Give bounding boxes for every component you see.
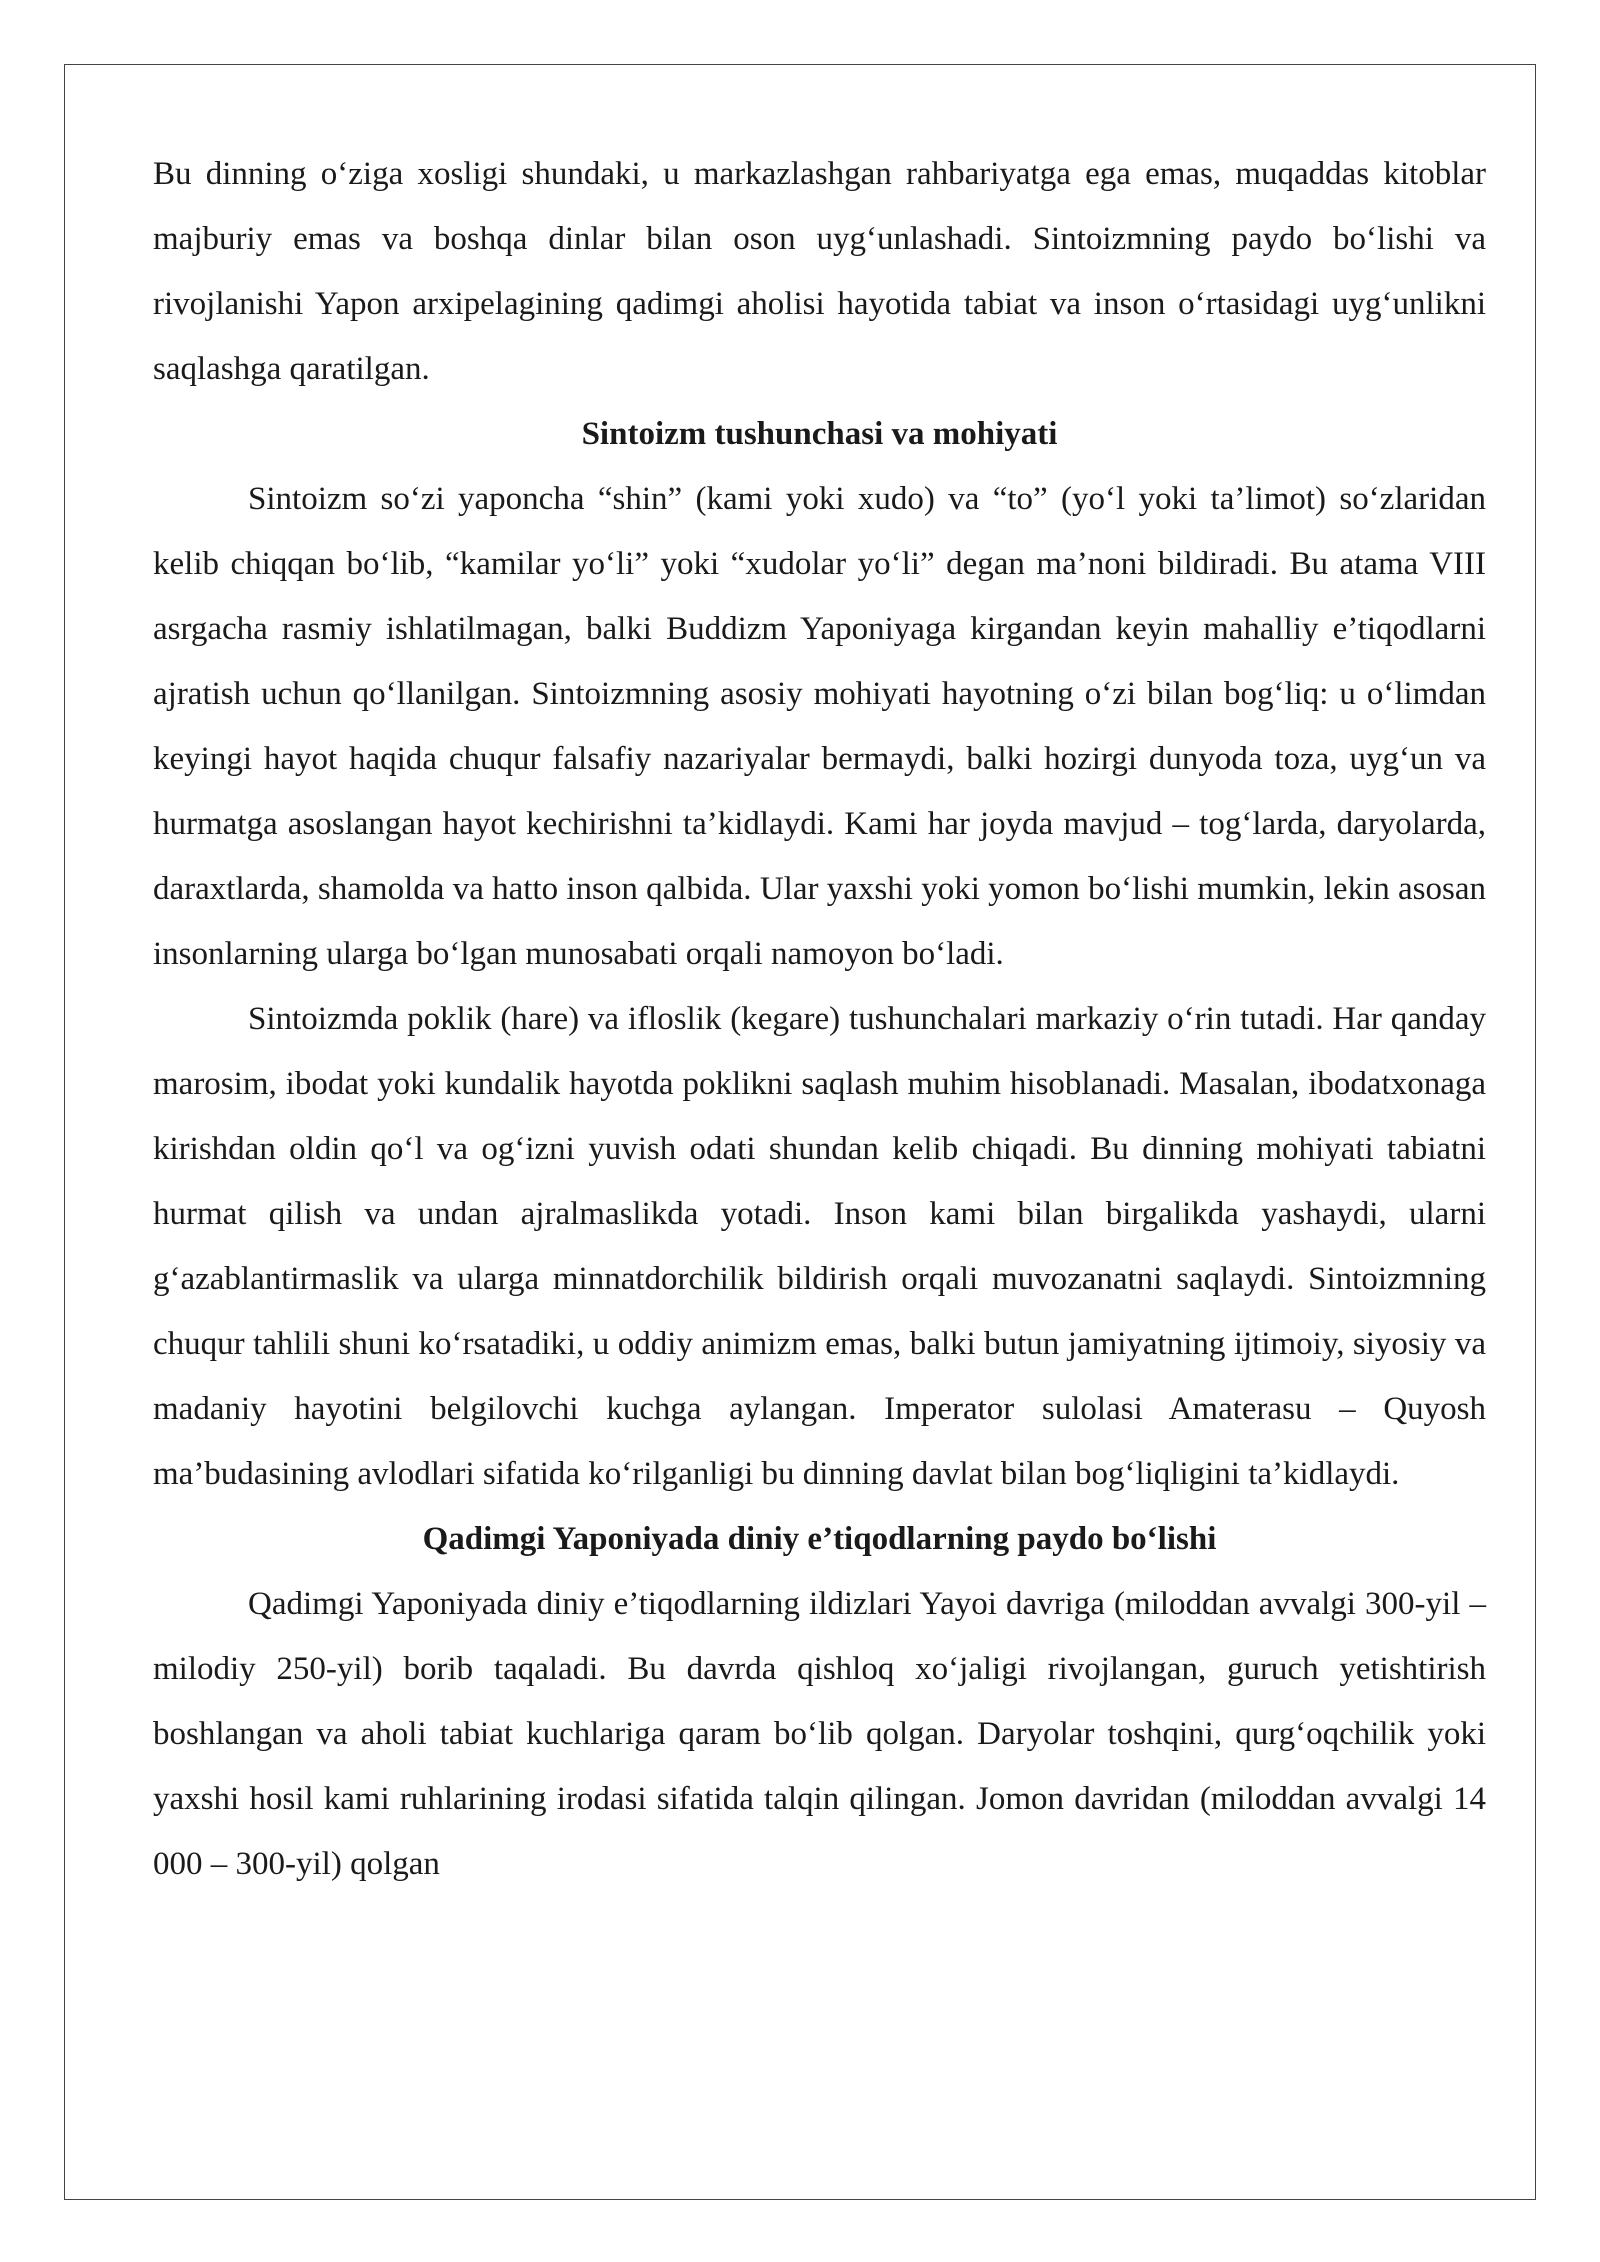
section-heading-ancient-beliefs: Qadimgi Yaponiyada diniy e’tiqodlarning paydo bo‘lishi [422, 1521, 1217, 1557]
paragraph-purity-concepts: Sintoizmda poklik (hare) va ifloslik (kegare) tushunchalari markaziy o‘rin tutadi. Har qanday marosim, ibodat yoki kundalik hayotda poklikni saqlash muhim hisoblanadi. Masalan, ibodatxonaga kirishdan oldin qo‘l va og‘izni yuvish odati shundan kelib chiqadi. Bu dinning mohiyati tabiatni hurmat qilish va undan ajralmaslikda yotadi. Inson kami bilan birgalikda yashaydi, ularni g‘azablantirmaslik va ularga minnatdorchilik bildirish orqali muvozanatni saqlaydi. Sintoizmning chuqur tahlili shuni ko‘rsatadiki, u oddiy animizm emas, balki butun jamiyatning ijtimoiy, siyosiy va madaniy hayotini belgilovchi kuchga aylangan. Imperator sulolasi Amaterasu – Quyosh ma’budasining avlodlari sifatida ko‘rilganligi bu dinning davlat bilan bog‘liqligini ta’kidlaydi. [153, 1001, 1486, 1492]
paragraph-ancient-beliefs: Qadimgi Yaponiyada diniy e’tiqodlarning ildizlari Yayoi davriga (miloddan avvalgi 300-yil – milodiy 250-yil) borib taqaladi. Bu davrda qishloq xo‘jaligi rivojlangan, guruch yetishtirish boshlangan va aholi tabiat kuchlariga qaram bo‘lib qolgan. Daryolar toshqini, qurg‘oqchilik yoki yaxshi hosil kami ruhlarining irodasi sifatida talqin qilingan. Jomon davridan (miloddan avvalgi 14 000 – 300-yil) qolgan [153, 1586, 1486, 1882]
section-heading-shinto-concept: Sintoizm tushunchasi va mohiyati [581, 416, 1058, 452]
intro-paragraph: Bu dinning o‘ziga xosligi shundaki, u markazlashgan rahbariyatga ega emas, muqaddas kitoblar majburiy emas va boshqa dinlar bilan oson uyg‘unlashadi. Sintoizmning paydo bo‘lishi va rivojlanishi Yapon arxipelagining qadimgi aholisi hayotida tabiat va inson o‘rtasidagi uyg‘unlikni saqlashga qaratilgan. [153, 156, 1486, 387]
document-body [153, 142, 1486, 1897]
paragraph-shinto-definition: Sintoizm so‘zi yaponcha “shin” (kami yoki xudo) va “to” (yo‘l yoki ta’limot) so‘zlaridan kelib chiqqan bo‘lib, “kamilar yo‘li” yoki “xudolar yo‘li” degan ma’noni bildiradi. Bu atama VIII asrgacha rasmiy ishlatilmagan, balki Buddizm Yaponiyaga kirgandan keyin mahalliy e’tiqodlarni ajratish uchun qo‘llanilgan. Sintoizmning asosiy mohiyati hayotning o‘zi bilan bog‘liq: u o‘limdan keyingi hayot haqida chuqur falsafiy nazariyalar bermaydi, balki hozirgi dunyoda toza, uyg‘un va hurmatga asoslangan hayot kechirishni ta’kidlaydi. Kami har joyda mavjud – tog‘larda, daryolarda, daraxtlarda, shamolda va hatto inson qalbida. Ular yaxshi yoki yomon bo‘lishi mumkin, lekin asosan insonlarning ularga bo‘lgan munosabati orqali namoyon bo‘ladi. [153, 481, 1486, 972]
